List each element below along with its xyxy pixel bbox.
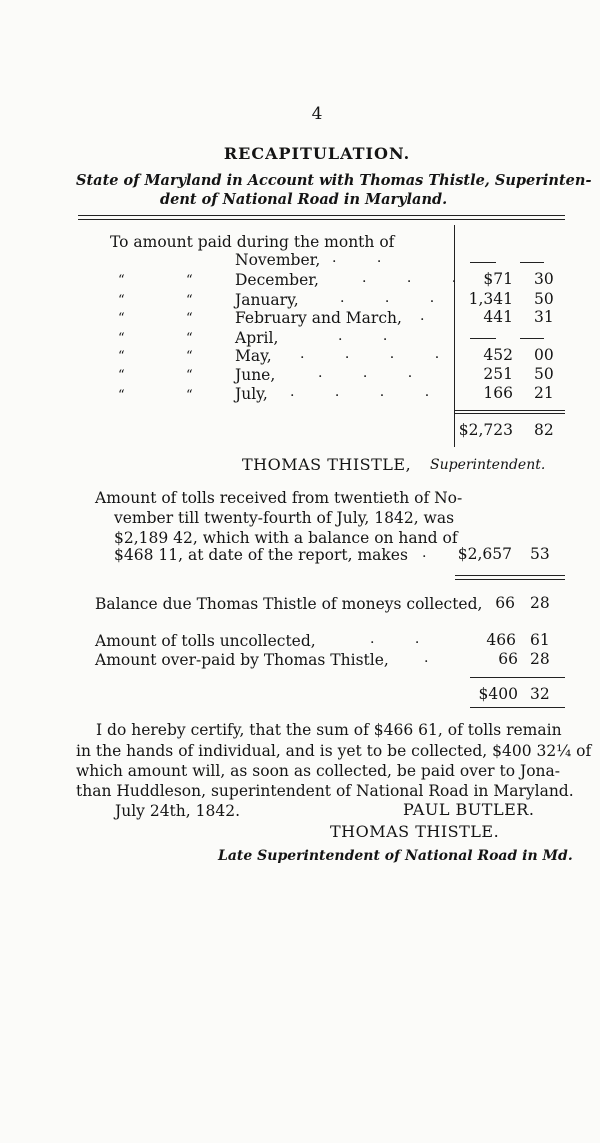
cert-signer2: THOMAS THISTLE. bbox=[330, 822, 500, 841]
account-row-cents: 50 bbox=[534, 290, 554, 308]
account-row-month: December, bbox=[235, 271, 319, 289]
ditto-mark: “ bbox=[118, 273, 125, 288]
ditto-mark: “ bbox=[118, 349, 125, 364]
dash-mark bbox=[520, 338, 544, 339]
net-rule-bottom bbox=[470, 707, 565, 708]
cert-line3: which amount will, as soon as collected, be paid over to Jona- bbox=[76, 762, 560, 780]
dash-mark bbox=[520, 262, 544, 263]
leader-dots: . bbox=[424, 650, 447, 666]
ditto-mark: “ bbox=[186, 293, 193, 308]
leader-dots: . . . bbox=[362, 270, 475, 286]
balance-due-cents: 28 bbox=[530, 594, 550, 612]
leader-dots: . . . bbox=[340, 290, 453, 306]
account-row-dollars: 166 bbox=[483, 384, 513, 402]
account-row-month: June, bbox=[235, 366, 276, 384]
tolls-line1: Amount of tolls received from twentieth of No- bbox=[95, 489, 463, 507]
ditto-mark: “ bbox=[186, 273, 193, 288]
subheading-line2: dent of National Road in Maryland. bbox=[160, 191, 448, 208]
tolls-rule-bottom bbox=[455, 579, 565, 580]
tolls-line2: vember till twenty-fourth of July, 1842, was bbox=[114, 509, 455, 527]
heading-rule-bottom bbox=[78, 219, 565, 220]
account-row-cents: 21 bbox=[534, 384, 554, 402]
ditto-mark: “ bbox=[118, 331, 125, 346]
leader-dots: . bbox=[420, 308, 443, 324]
leader-dots: . . . . bbox=[300, 346, 458, 362]
account-row-month: May, bbox=[235, 347, 272, 365]
account-row-cents: 50 bbox=[534, 365, 554, 383]
account-row-dollars: 1,341 bbox=[468, 290, 513, 308]
account-row-dollars: $71 bbox=[483, 270, 513, 288]
ditto-mark: “ bbox=[118, 368, 125, 383]
subheading-line1: State of Maryland in Account with Thomas Thistle, Superinten- bbox=[76, 172, 592, 189]
account-total-dollars: $2,723 bbox=[458, 421, 513, 439]
balance-due-label: Balance due Thomas Thistle of moneys collected, bbox=[95, 595, 483, 613]
cert-signer2-title: Late Superintendent of National Road in Md. bbox=[218, 848, 573, 864]
account-row-dollars: 441 bbox=[483, 308, 513, 326]
account-row-month: July, bbox=[235, 385, 268, 403]
net-cents: 32 bbox=[530, 685, 550, 703]
ditto-mark: “ bbox=[186, 311, 193, 326]
tolls-line3: $2,189 42, which with a balance on hand of bbox=[114, 529, 458, 547]
balance-due-dollars: 66 bbox=[495, 594, 515, 612]
cert-signer1: PAUL BUTLER. bbox=[403, 800, 535, 819]
tolls-line4: $468 11, at date of the report, makes bbox=[114, 546, 408, 564]
ditto-mark: “ bbox=[186, 368, 193, 383]
account-intro: To amount paid during the month of bbox=[110, 233, 395, 251]
signature-title: Superintendent. bbox=[430, 457, 546, 473]
ditto-mark: “ bbox=[118, 388, 125, 403]
leader-dots: . . bbox=[332, 250, 400, 266]
account-row-dollars: 452 bbox=[483, 346, 513, 364]
dash-mark bbox=[470, 338, 496, 339]
uncollected-dollars: 466 bbox=[486, 631, 516, 649]
net-dollars: $400 bbox=[478, 685, 518, 703]
tolls-dollars: $2,657 bbox=[457, 545, 512, 563]
overpaid-dollars: 66 bbox=[498, 650, 518, 668]
page-number: 4 bbox=[311, 104, 323, 124]
ditto-mark: “ bbox=[186, 331, 193, 346]
account-row-dollars: 251 bbox=[483, 365, 513, 383]
ditto-mark: “ bbox=[118, 293, 125, 308]
leader-dots: . . . . bbox=[290, 384, 448, 400]
ditto-mark: “ bbox=[186, 388, 193, 403]
uncollected-label: Amount of tolls uncollected, bbox=[95, 632, 316, 650]
signature-name: THOMAS THISTLE, bbox=[242, 455, 412, 474]
page-title: RECAPITULATION. bbox=[223, 144, 411, 163]
account-row-month: April, bbox=[235, 329, 279, 347]
cert-line2: in the hands of individual, and is yet to be collected, $400 32¼ of bbox=[76, 742, 592, 760]
account-row-cents: 00 bbox=[534, 346, 554, 364]
cert-line4: than Huddleson, superintendent of National Road in Maryland. bbox=[76, 782, 574, 800]
total-rule-bottom bbox=[455, 413, 565, 414]
net-rule bbox=[470, 677, 565, 678]
total-rule-top bbox=[455, 410, 565, 411]
ditto-mark: “ bbox=[118, 311, 125, 326]
dash-mark bbox=[470, 262, 496, 263]
leader-dots: . . bbox=[370, 631, 438, 647]
tolls-cents: 53 bbox=[530, 545, 550, 563]
account-row-cents: 30 bbox=[534, 270, 554, 288]
account-row-cents: 31 bbox=[534, 308, 554, 326]
uncollected-cents: 61 bbox=[530, 631, 550, 649]
account-total-cents: 82 bbox=[534, 421, 554, 439]
cert-date: July 24th, 1842. bbox=[115, 802, 240, 820]
leader-dots: . bbox=[422, 545, 445, 561]
account-row-month: November, bbox=[235, 251, 321, 269]
tolls-rule-top bbox=[455, 575, 565, 576]
cert-line1: I do hereby certify, that the sum of $466 61, of tolls remain bbox=[96, 721, 562, 739]
leader-dots: . . bbox=[338, 328, 406, 344]
account-row-month: January, bbox=[235, 291, 299, 309]
account-row-month: February and March, bbox=[235, 309, 402, 327]
heading-rule-top bbox=[78, 215, 565, 216]
ditto-mark: “ bbox=[186, 349, 193, 364]
leader-dots: . . . bbox=[318, 365, 431, 381]
overpaid-cents: 28 bbox=[530, 650, 550, 668]
overpaid-label: Amount over-paid by Thomas Thistle, bbox=[95, 651, 389, 669]
